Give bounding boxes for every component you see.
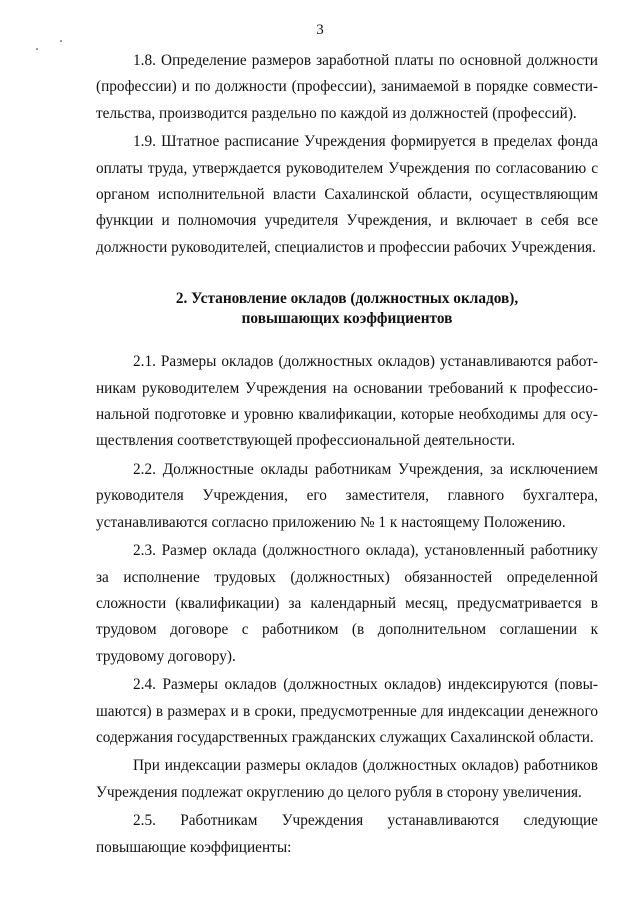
section-2-heading-line2: повышающих коэффициентов xyxy=(241,310,453,328)
paragraph-2-5-first-line xyxy=(96,808,598,834)
paragraph-2-2: 2.2. Должностные оклады работникам Учреждения, за исключением руководителя Учреждения, его заместителя, главного бухгалтера, устанавливаются согласно приложению № 1 к настоящему Положению. xyxy=(96,460,598,531)
section-2-heading xyxy=(96,289,598,329)
scan-speck xyxy=(60,40,62,42)
p2-5-word: Работникам xyxy=(180,812,258,830)
paragraph-2-5-end: повышающие коэффициенты: xyxy=(96,838,292,856)
paragraph-1-8: 1.8. Определение размеров заработной платы по основной должности (профессии) и по должности (профессии), занимаемой в порядке совмести-тельства, производится раздельно по каждой из должностей (профессий). xyxy=(96,52,598,122)
paragraph-2-1: 2.1. Размеры окладов (должностных окладов) устанавливаются работ-никам руководителем Учреждения на основании требований к профессио-нальной подготовке и уровню квалификации, которые необходимы для осу-ществления соответствующей профессиональной деятельности. xyxy=(96,353,598,450)
p2-5-word: устанавливаются xyxy=(387,812,500,830)
paragraph-2-4-indexation: При индексации размеры окладов (должностных окладов) работников Учреждения подлежат округлению до целого рубля в сторону увеличения. xyxy=(96,757,598,801)
section-2-heading-line1: 2. Установление окладов (должностных окладов), xyxy=(175,290,519,308)
document-body xyxy=(96,48,598,861)
scan-speck xyxy=(36,48,38,50)
p2-5-word: следующие xyxy=(523,812,598,830)
p2-5-word: Учреждения xyxy=(281,812,364,830)
paragraph-1-9: 1.9. Штатное расписание Учреждения формируется в пределах фонда оплаты труда, утверждается руководителем Учреждения по согласованию с органом исполнительной власти Сахалинской области, осуществляющим функции и полномочия учредителя Учреждения, и включает в себя все должности руководителей, специалистов и профессии рабочих Учреждения. xyxy=(96,133,598,256)
p2-5-word: 2.5. xyxy=(133,812,156,830)
page-number: 3 xyxy=(316,22,324,38)
paragraph-2-5 xyxy=(96,808,598,861)
paragraph-2-3: 2.3. Размер оклада (должностного оклада), установленный работнику за исполнение трудовых (должностных) обязанностей определенной сложности (квалификации) за календарный месяц, предусматривается в трудовом договоре с работником (в дополнительном соглашении к трудовому договору). xyxy=(96,542,598,665)
paragraph-2-4: 2.4. Размеры окладов (должностных окладов) индексируются (повы-шаются) в размерах и в сроки, предусмотренные для индексации денежного содержания государственных гражданских служащих Сахалинской области. xyxy=(96,676,598,746)
